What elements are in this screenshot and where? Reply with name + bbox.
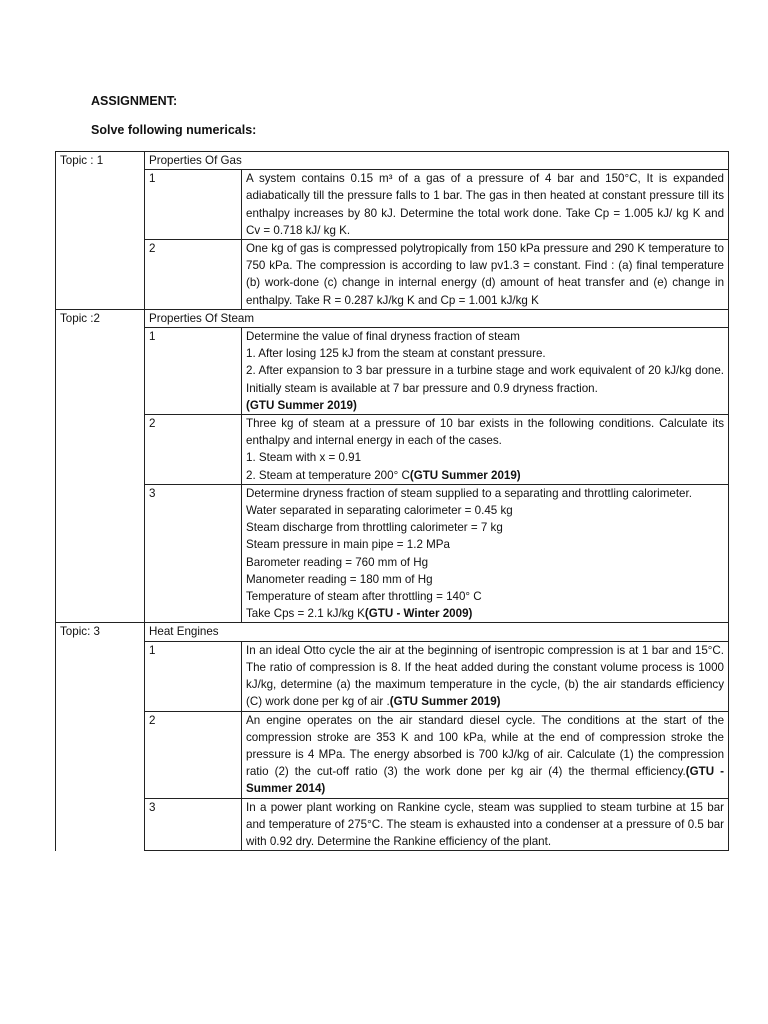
topic-title: Properties Of Steam (145, 309, 729, 327)
question-text (242, 484, 729, 623)
question-line: Determine dryness fraction of steam supplied to a separating and throttling calorimeter. (246, 486, 692, 500)
question-text (242, 711, 729, 798)
question-line: An engine operates on the air standard diesel cycle. The conditions at the start of the compression stroke are 353 K and 100 kPa, while at the end of compression stroke the pressure is 4 MPa. The energy absorbed is 700 kJ/kg of air. Calculate (1) the compression ratio (2) the cut-off ratio (3) the work done per kg air (4) the thermal efficiency.(GTU - Summer 2014) (246, 713, 725, 796)
question-number: 2 (145, 711, 242, 798)
question-line: Water separated in separating calorimeter = 0.45 kg (246, 504, 513, 518)
topic-spacer (56, 415, 145, 485)
question-number: 1 (145, 641, 242, 711)
question-line: Three kg of steam at a pressure of 10 bar exists in the following conditions. Calculate its enthalpy and internal energy in each of the cases. (246, 417, 725, 448)
numericals-table (55, 151, 729, 851)
topic-row (56, 309, 729, 327)
question-row (56, 328, 729, 415)
question-number: 3 (145, 484, 242, 623)
question-line: One kg of gas is compressed polytropically from 150 kPa pressure and 290 K temperature to 750 kPa. The compression is according to law pv1.3 = constant. Find : (a) final temperature (b) work-done (c) change in internal energy (d) amount of heat transfer and (e) change in enthalpy. Take R = 0.287 kJ/kg K and Cp = 1.001 kJ/kg K (246, 242, 725, 307)
question-text (242, 170, 729, 240)
question-row (56, 415, 729, 485)
question-line: Steam discharge from throttling calorimeter = 7 kg (246, 521, 503, 535)
topic-label: Topic : 1 (56, 152, 145, 170)
question-row (56, 641, 729, 711)
question-line: Take Cps = 2.1 kJ/kg K(GTU - Winter 2009) (246, 607, 473, 621)
instructions-subheading: Solve following numericals: (91, 123, 257, 137)
question-row (56, 711, 729, 798)
exam-reference: (GTU - Summer 2014) (246, 765, 725, 796)
question-line: Determine the value of final dryness fraction of steam (246, 330, 520, 344)
question-text (242, 240, 729, 310)
question-text (242, 328, 729, 415)
question-number: 3 (145, 798, 242, 851)
question-line: Steam pressure in main pipe = 1.2 MPa (246, 538, 450, 552)
question-number: 2 (145, 415, 242, 485)
topic-label: Topic: 3 (56, 623, 145, 641)
topic-spacer (56, 240, 145, 310)
question-line: 2. After expansion to 3 bar pressure in a turbine stage and work equivalent of 20 kJ/kg done. Initially steam is available at 7 bar pressure and 0.9 dryness fraction. (GTU Summer 2019) (246, 362, 724, 414)
question-number: 1 (145, 328, 242, 415)
topic-spacer (56, 328, 145, 415)
question-line: 1. After losing 125 kJ from the steam at constant pressure. (246, 347, 546, 361)
question-number: 2 (145, 240, 242, 310)
question-line: 2. Steam at temperature 200° C(GTU Summer 2019) (246, 468, 521, 482)
question-text (242, 415, 729, 485)
exam-reference: (GTU - Winter 2009) (364, 607, 473, 621)
question-line: A system contains 0.15 m³ of a gas of a pressure of 4 bar and 150°C, It is expanded adiabatically till the pressure falls to 1 bar. The gas in then heated at constant pressure till its enthalpy increases by 80 kJ. Determine the total work done. Take Cp = 1.005 kJ/ kg K and Cv = 0.718 kJ/ kg K. (246, 172, 725, 237)
topic-row (56, 623, 729, 641)
question-row (56, 170, 729, 240)
question-row (56, 484, 729, 623)
topic-spacer (56, 711, 145, 798)
topic-label: Topic :2 (56, 309, 145, 327)
question-line: In an ideal Otto cycle the air at the beginning of isentropic compression is at 1 bar and 15°C. The ratio of compression is 8. If the heat added during the constant volume process is 1000 kJ/kg, determine (a) the maximum temperature in the cycle, (b) the air standards efficiency (C) work done per kg of air .(GTU Summer 2019) (246, 643, 725, 709)
assignment-heading: ASSIGNMENT: (91, 94, 178, 108)
exam-reference: (GTU Summer 2019) (246, 398, 357, 412)
topic-spacer (56, 798, 145, 851)
topic-row (56, 152, 729, 170)
topic-spacer (56, 484, 145, 623)
topic-title: Properties Of Gas (145, 152, 729, 170)
question-number: 1 (145, 170, 242, 240)
question-line: Barometer reading = 760 mm of Hg (246, 555, 429, 569)
topic-title: Heat Engines (145, 623, 729, 641)
topic-spacer (56, 641, 145, 711)
question-text (242, 641, 729, 711)
question-line: Manometer reading = 180 mm of Hg (246, 572, 433, 586)
question-line: 1. Steam with x = 0.91 (246, 451, 362, 465)
exam-reference: (GTU Summer 2019) (389, 695, 501, 709)
topic-spacer (56, 170, 145, 240)
question-line: Temperature of steam after throttling = 140° C (246, 590, 482, 604)
question-row (56, 798, 729, 851)
exam-reference: (GTU Summer 2019) (409, 468, 521, 482)
question-text (242, 798, 729, 851)
question-row (56, 240, 729, 310)
question-line: In a power plant working on Rankine cycle, steam was supplied to steam turbine at 15 bar and temperature of 275°C. The steam is exhausted into a condenser at a pressure of 0.5 bar with 0.92 dry. Determine the Rankine efficiency of the plant. (246, 800, 725, 848)
